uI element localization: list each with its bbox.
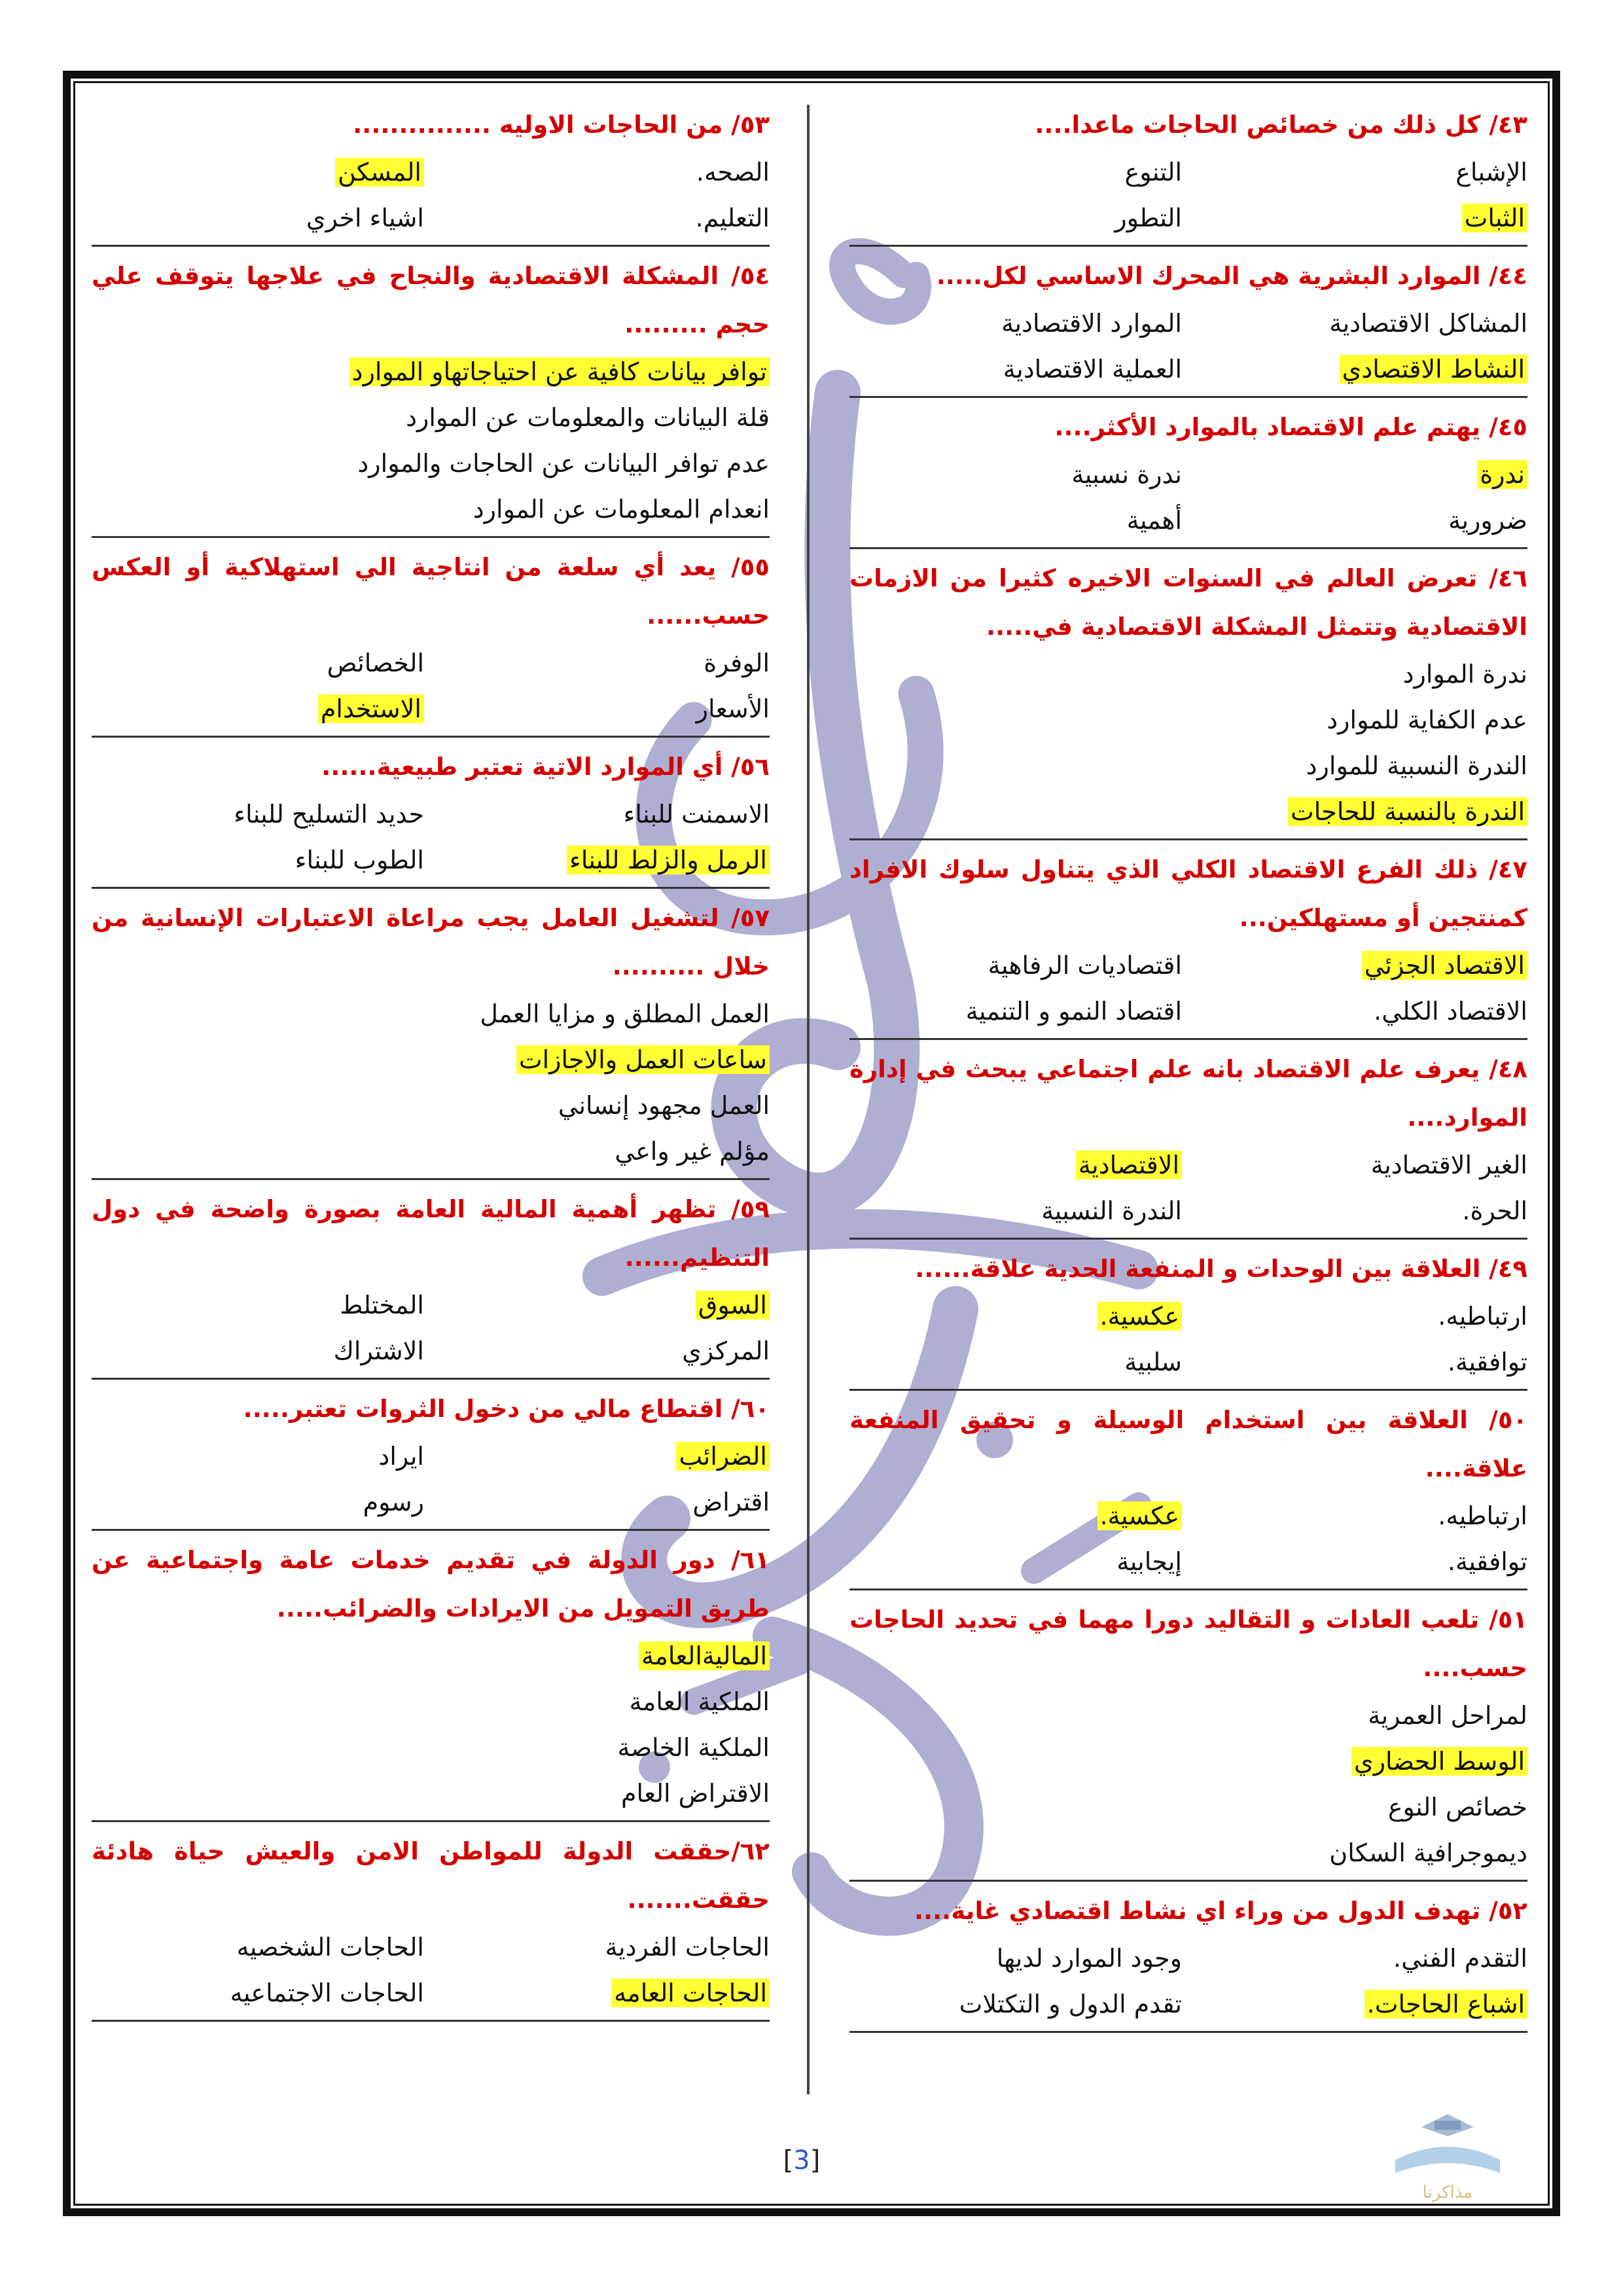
answer-option — [1195, 1935, 1527, 1981]
answer-option — [849, 149, 1182, 195]
question-text: ٦١/ دور الدولة في تقديم خدمات عامة واجتماعية عن طريق التمويل من الايرادات والضرائب..... — [92, 1546, 770, 1623]
option-label: الحرة. — [1462, 1196, 1527, 1225]
option-label: الوسط الحضاري — [1351, 1747, 1527, 1776]
answer-option — [92, 1970, 424, 2016]
answer-option — [92, 395, 770, 440]
question-block — [849, 398, 1527, 549]
correct-answer-option — [849, 1493, 1182, 1539]
answer-option — [92, 1924, 424, 1970]
option-label: ارتباطيه. — [1438, 1302, 1527, 1331]
question-block — [849, 549, 1527, 840]
answer-option — [92, 837, 424, 883]
options-group — [92, 1924, 770, 2016]
option-label: مؤلم غير واعي — [615, 1137, 770, 1166]
option-label: السوق — [696, 1291, 770, 1319]
answer-option — [437, 1924, 770, 1970]
options-group — [92, 1282, 770, 1374]
option-label: تقدم الدول و التكتلات — [959, 1990, 1182, 2018]
question-text: ٤٨/ يعرف علم الاقتصاد بانه علم اجتماعي يبحث في إدارة الموارد.... — [849, 1055, 1527, 1132]
page-number: [3] — [783, 2145, 821, 2176]
question-text: ٥٤/ المشكلة الاقتصادية والنجاح في علاجها يتوقف علي حجم ......... — [92, 262, 770, 338]
question-block — [849, 96, 1527, 247]
option-label: الندرة بالنسبة للحاجات — [1288, 797, 1527, 826]
question-block — [92, 1822, 770, 2022]
option-label: المختلط — [340, 1291, 424, 1319]
option-label: النشاط الاقتصادي — [1340, 355, 1527, 384]
option-label: الندرة النسبية للموارد — [1306, 751, 1527, 780]
answer-option — [92, 1083, 770, 1128]
answer-option — [1195, 988, 1527, 1034]
correct-answer-option — [437, 837, 770, 883]
question-block — [92, 738, 770, 889]
answer-option — [849, 942, 1182, 988]
option-label: الحاجات الاجتماعيه — [230, 1979, 424, 2007]
answer-option — [92, 1479, 424, 1525]
option-label: وجود الموارد لديها — [996, 1944, 1182, 1973]
answer-option — [849, 1784, 1527, 1830]
question-block — [92, 96, 770, 247]
answer-option — [849, 195, 1182, 241]
answer-option — [437, 149, 770, 195]
correct-answer-option — [849, 1293, 1182, 1339]
option-label: الموارد الاقتصادية — [1001, 309, 1182, 338]
option-label: إيجابية — [1116, 1547, 1182, 1576]
question-block — [92, 889, 770, 1180]
answer-option — [92, 991, 770, 1037]
option-label: سلبية — [1124, 1348, 1182, 1376]
option-label: اشباع الحاجات. — [1364, 1990, 1527, 2018]
options-group — [92, 791, 770, 883]
option-label: الاقتصاد الكلي. — [1374, 997, 1527, 1026]
answer-option — [437, 1479, 770, 1525]
answer-option — [92, 640, 424, 686]
option-label: المركزي — [682, 1336, 770, 1365]
option-label: اقتراض — [692, 1488, 770, 1516]
option-label: الضرائب — [676, 1442, 770, 1471]
answer-option — [437, 686, 770, 732]
question-text: ٤٣/ كل ذلك من خصائص الحاجات ماعدا.... — [1035, 111, 1527, 139]
question-text: ٥٠/ العلاقة بين استخدام الوسيلة و تحقيق المنفعة علاقة.... — [849, 1406, 1527, 1482]
answer-option — [92, 1770, 770, 1816]
option-label: العمل المطلق و مزايا العمل — [480, 999, 770, 1028]
correct-answer-option — [1195, 195, 1527, 241]
option-label: الندرة النسبية — [1041, 1196, 1182, 1225]
option-label: الاسمنت للبناء — [623, 800, 770, 829]
question-text: ٥٧/ لتشغيل العامل يجب مراعاة الاعتبارات الإنسانية من خلال .......... — [92, 904, 770, 980]
answer-option — [92, 1679, 770, 1725]
option-label: خصائص النوع — [1387, 1793, 1527, 1821]
option-label: ديموجرافية السكان — [1329, 1839, 1527, 1867]
question-block — [92, 1380, 770, 1531]
correct-answer-option — [1195, 942, 1527, 988]
answer-option — [849, 346, 1182, 392]
options-group — [849, 1493, 1527, 1585]
option-label: الطوب للبناء — [294, 846, 424, 874]
answer-option — [849, 1539, 1182, 1585]
answer-option — [92, 1282, 424, 1328]
correct-answer-option — [92, 349, 770, 395]
option-label: ندرة نسبية — [1071, 460, 1182, 489]
question-text: ٥٢/ تهدف الدول من وراء اي نشاط اقتصادي غاية.... — [914, 1897, 1527, 1925]
option-label: التطور — [1115, 204, 1182, 232]
options-group — [92, 991, 770, 1174]
option-label: لمراحل العمرية — [1368, 1701, 1527, 1730]
question-block — [849, 1590, 1527, 1882]
option-label: الملكية العامة — [629, 1687, 770, 1716]
option-label: ضرورية — [1448, 506, 1527, 535]
option-label: الإشباع — [1455, 158, 1527, 187]
answer-option — [849, 1981, 1182, 2027]
correct-answer-option — [849, 789, 1527, 834]
answer-option — [437, 640, 770, 686]
answer-option — [1195, 1539, 1527, 1585]
option-label: ندرة — [1477, 460, 1527, 489]
correct-answer-option — [92, 1633, 770, 1679]
options-group — [849, 1935, 1527, 2027]
correct-answer-option — [437, 1282, 770, 1328]
option-label: رسوم — [363, 1488, 424, 1516]
options-group — [92, 640, 770, 732]
answer-option — [1195, 1188, 1527, 1234]
option-label: الخصائص — [327, 649, 424, 677]
question-block — [849, 840, 1527, 1040]
question-block — [92, 247, 770, 538]
question-text: ٥٥/ يعد أي سلعة من انتاجية الي استهلاكية أو العكس حسب...... — [92, 553, 770, 630]
answer-option — [437, 791, 770, 837]
option-label: ساعات العمل والاجازات — [516, 1045, 770, 1074]
option-label: الصحه. — [696, 158, 770, 187]
answer-option — [849, 1188, 1182, 1234]
options-group — [849, 452, 1527, 543]
option-label: اشياء اخري — [306, 204, 424, 232]
option-label: عدم توافر البيانات عن الحاجات والموارد — [357, 449, 770, 478]
option-label: أهمية — [1126, 506, 1182, 535]
option-label: عكسية. — [1097, 1501, 1182, 1530]
correct-answer-option — [92, 149, 424, 195]
question-block — [849, 247, 1527, 398]
question-text: ٥١/ تلعب العادات و التقاليد دورا مهما في تحديد الحاجات حسب.... — [849, 1605, 1527, 1682]
answer-option — [849, 1935, 1182, 1981]
answer-option — [849, 743, 1527, 789]
answer-option — [849, 1830, 1527, 1876]
answer-option — [849, 988, 1182, 1034]
question-text: ٤٧/ ذلك الفرع الاقتصاد الكلي الذي يتناول سلوك الافراد كمنتجين أو مستهلكين... — [849, 855, 1527, 932]
option-label: الغير الاقتصادية — [1370, 1151, 1527, 1179]
options-group — [849, 942, 1527, 1034]
question-text: ٤٦/ تعرض العالم في السنوات الاخيره كثيرا من الازمات الاقتصادية وتتمثل المشكلة الاقتصادية في..... — [849, 564, 1527, 641]
option-label: الاقتراض العام — [621, 1779, 770, 1808]
options-group — [849, 651, 1527, 834]
option-label: توافقية. — [1447, 1348, 1527, 1376]
options-group — [849, 1693, 1527, 1876]
question-text: ٦٠/ اقتطاع مالي من دخول الثروات تعتبر..... — [243, 1395, 770, 1423]
correct-answer-option — [437, 1433, 770, 1479]
option-label: الاقتصادية — [1076, 1151, 1182, 1179]
answer-option — [92, 1328, 424, 1374]
correct-answer-option — [437, 1970, 770, 2016]
correct-answer-option — [1195, 1981, 1527, 2027]
option-label: الرمل والزلط للبناء — [567, 846, 770, 874]
option-label: قلة البيانات والمعلومات عن الموارد — [406, 403, 770, 432]
left-column — [92, 96, 770, 2022]
option-label: الأسعار — [696, 694, 770, 723]
answer-option — [1195, 497, 1527, 543]
answer-option — [92, 195, 424, 241]
option-label: ايراد — [378, 1442, 424, 1471]
option-label: ارتباطيه. — [1438, 1501, 1527, 1530]
option-label: الحاجات الفردية — [605, 1933, 770, 1962]
option-label: العملية الاقتصادية — [1003, 355, 1182, 384]
answer-option — [92, 791, 424, 837]
option-label: الحاجات الشخصيه — [236, 1933, 424, 1962]
answer-option — [437, 195, 770, 241]
option-label: التعليم. — [695, 204, 770, 232]
question-block — [849, 1391, 1527, 1590]
answer-option — [92, 1725, 770, 1770]
correct-answer-option — [92, 1037, 770, 1083]
answer-option — [92, 486, 770, 532]
question-block — [849, 1882, 1527, 2033]
options-group — [92, 149, 770, 241]
question-block — [92, 1531, 770, 1822]
site-logo — [1382, 2108, 1513, 2206]
options-group — [849, 300, 1527, 392]
answer-option — [849, 1693, 1527, 1738]
question-text: ٤٩/ العلاقة بين الوحدات و المنفعة الحدية علاقة...... — [915, 1255, 1527, 1283]
option-label: انعدام المعلومات عن الموارد — [473, 495, 770, 524]
correct-answer-option — [92, 686, 424, 732]
option-label: المسكن — [335, 158, 424, 187]
answer-option — [92, 1433, 424, 1479]
option-label: الاستخدام — [318, 694, 424, 723]
option-label: العمل مجهود إنساني — [558, 1091, 770, 1120]
options-group — [92, 349, 770, 532]
question-block — [92, 538, 770, 738]
question-block — [849, 1240, 1527, 1391]
answer-option — [849, 1339, 1182, 1385]
options-group — [849, 1142, 1527, 1234]
correct-answer-option — [1195, 346, 1527, 392]
option-label: الملكية الخاصة — [617, 1733, 770, 1762]
question-block — [849, 1040, 1527, 1240]
answer-option — [437, 1328, 770, 1374]
question-text: ٤٤/ الموارد البشرية هي المحرك الاساسي لكل..... — [936, 262, 1527, 290]
option-label: توافقية. — [1447, 1547, 1527, 1576]
answer-option — [849, 697, 1527, 743]
answer-option — [1195, 300, 1527, 346]
correct-answer-option — [849, 1738, 1527, 1784]
option-label: التنوع — [1124, 158, 1182, 187]
correct-answer-option — [1195, 452, 1527, 497]
answer-option — [92, 440, 770, 486]
column-divider — [807, 105, 810, 2094]
option-label: المشاكل الاقتصادية — [1329, 309, 1527, 338]
answer-option — [849, 300, 1182, 346]
answer-option — [92, 1128, 770, 1174]
option-label: الوفرة — [704, 649, 770, 677]
option-label: الثبات — [1462, 204, 1527, 232]
answer-option — [1195, 1493, 1527, 1539]
option-label: اقتصاديات الرفاهية — [988, 951, 1182, 980]
answer-option — [1195, 149, 1527, 195]
answer-option — [1195, 1142, 1527, 1188]
question-text: ٥٦/ أي الموارد الاتية تعتبر طبيعية...... — [321, 753, 770, 781]
answer-option — [849, 497, 1182, 543]
option-label: الماليةالعامة — [639, 1641, 770, 1670]
right-column — [849, 96, 1527, 2033]
option-label: التقدم الفني. — [1393, 1944, 1527, 1973]
option-label: الاشتراك — [333, 1336, 424, 1365]
question-text: ٦٢/حققت الدولة للمواطن الامن والعيش حياة هادئة حققت....... — [92, 1837, 770, 1914]
options-group — [849, 149, 1527, 241]
svg-text:مذاكرنا: مذاكرنا — [1422, 2183, 1473, 2202]
option-label: عكسية. — [1097, 1302, 1182, 1331]
option-label: الاقتصاد الجزئي — [1362, 951, 1527, 980]
option-label: حديد التسليح للبناء — [234, 800, 424, 829]
question-text: ٥٩/ تظهر أهمية المالية العامة بصورة واضحة في دول التنظيم...... — [92, 1195, 770, 1272]
question-text: ٤٥/ يهتم علم الاقتصاد بالموارد الأكثر.... — [1054, 413, 1527, 441]
answer-option — [1195, 1339, 1527, 1385]
question-text: ٥٣/ من الحاجات الاوليه ............... — [353, 111, 770, 139]
options-group — [92, 1633, 770, 1816]
answer-option — [849, 452, 1182, 497]
question-block — [92, 1180, 770, 1380]
option-label: عدم الكفاية للموارد — [1327, 706, 1527, 734]
options-group — [849, 1293, 1527, 1385]
answer-option — [849, 651, 1527, 697]
option-label: توافر بيانات كافية عن احتياجاتهاو الموارد — [349, 357, 770, 386]
options-group — [92, 1433, 770, 1525]
option-label: الحاجات العامه — [611, 1979, 770, 2007]
option-label: ندرة الموارد — [1402, 660, 1527, 689]
option-label: اقتصاد النمو و التنمية — [965, 997, 1182, 1026]
correct-answer-option — [849, 1142, 1182, 1188]
answer-option — [1195, 1293, 1527, 1339]
